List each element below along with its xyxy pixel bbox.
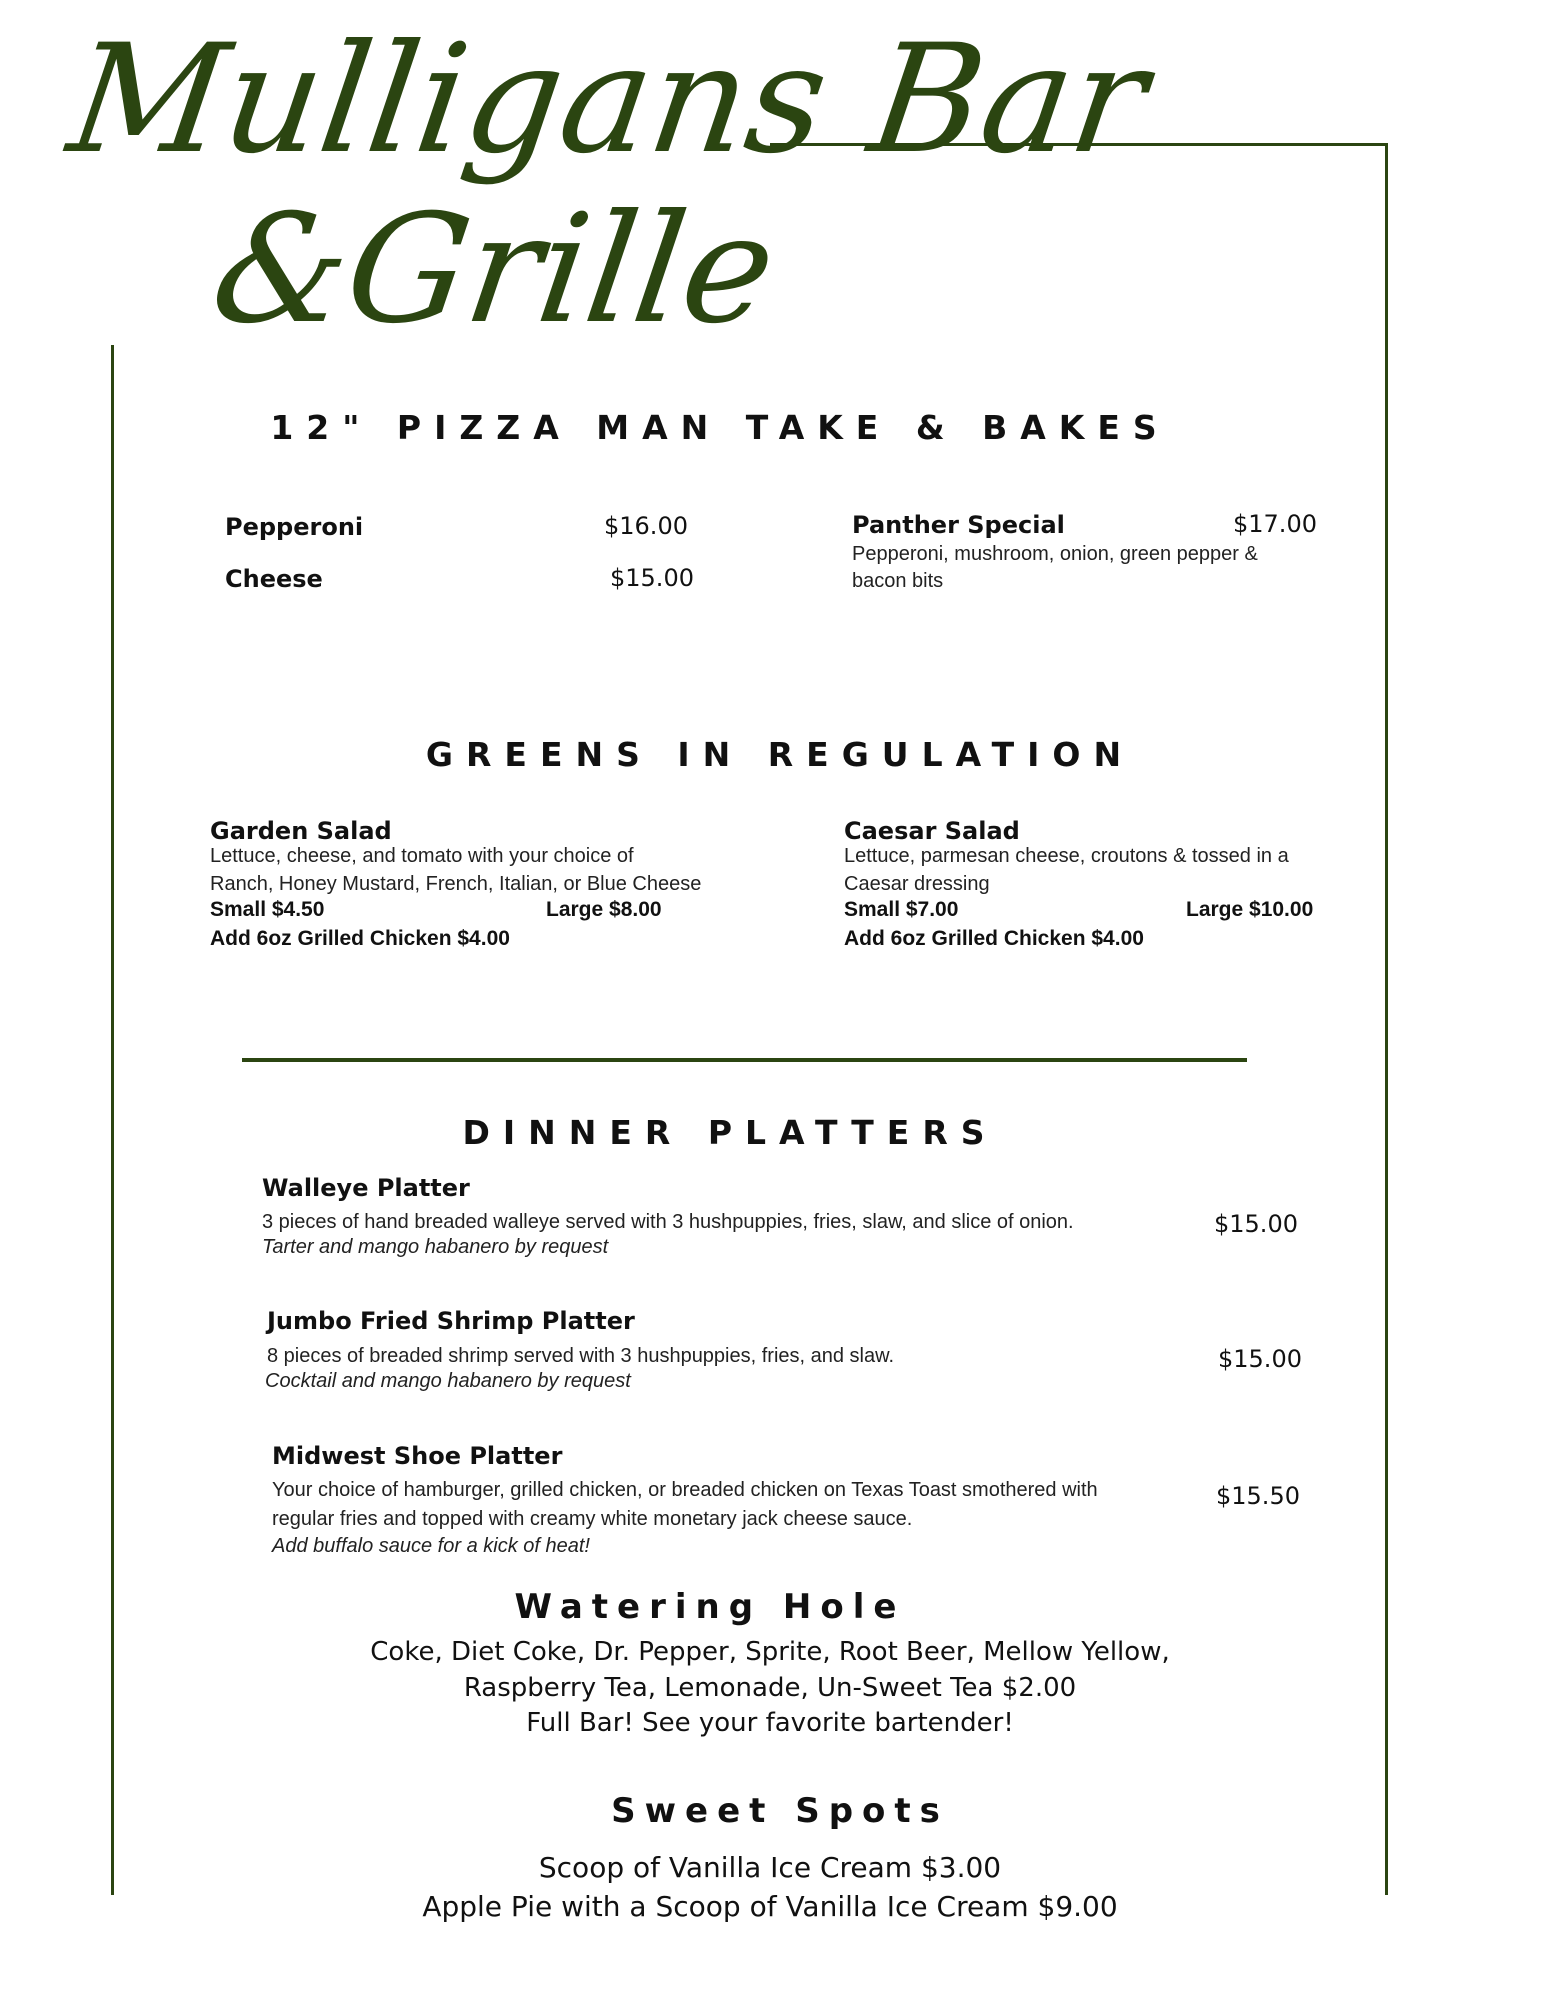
caesar-salad-addon: Add 6oz Grilled Chicken $4.00 <box>844 927 1144 950</box>
dessert-line-1: Scoop of Vanilla Ice Cream $3.00 <box>538 1851 1002 1884</box>
desserts-section-title: Sweet Spots <box>611 1791 949 1831</box>
pizza-special-desc-line1: Pepperoni, mushroom, onion, green pepper & <box>852 543 1258 565</box>
logo-line-1: Mulligans Bar <box>59 13 1157 187</box>
pizza-item-price: $15.00 <box>610 564 694 592</box>
frame-left-line <box>111 345 114 1895</box>
section-divider <box>242 1058 1247 1062</box>
platter-name: Midwest Shoe Platter <box>272 1442 563 1470</box>
pizza-special-price: $17.00 <box>1233 510 1317 538</box>
platter-desc: 3 pieces of hand breaded walleye served with 3 hushpuppies, fries, slaw, and slice of onion. <box>262 1211 1074 1233</box>
garden-salad-addon: Add 6oz Grilled Chicken $4.00 <box>210 927 510 950</box>
caesar-salad-small-price: Small $7.00 <box>844 898 959 921</box>
drinks-line-1: Coke, Diet Coke, Dr. Pepper, Sprite, Root Beer, Mellow Yellow, <box>370 1637 1170 1667</box>
platter-note: Cocktail and mango habanero by request <box>265 1370 631 1392</box>
platters-section-title: DINNER PLATTERS <box>462 1113 998 1152</box>
pizza-item-name: Pepperoni <box>225 513 364 541</box>
caesar-salad-large-price: Large $10.00 <box>1186 898 1314 921</box>
platter-price: $15.00 <box>1214 1210 1298 1238</box>
platter-price: $15.00 <box>1218 1345 1302 1373</box>
caesar-salad-desc-line2: Caesar dressing <box>844 873 990 895</box>
garden-salad-small-price: Small $4.50 <box>210 898 325 921</box>
platter-desc: 8 pieces of breaded shrimp served with 3 hushpuppies, fries, and slaw. <box>267 1345 895 1367</box>
pizza-section-title: 12" PIZZA MAN TAKE & BAKES <box>270 408 1170 447</box>
garden-salad-desc-line1: Lettuce, cheese, and tomato with your choice of <box>210 845 634 867</box>
pizza-special-desc-line2: bacon bits <box>852 570 944 592</box>
pizza-item-price: $16.00 <box>604 512 688 540</box>
caesar-salad-desc-line1: Lettuce, parmesan cheese, croutons & tossed in a <box>844 845 1289 867</box>
garden-salad-large-price: Large $8.00 <box>546 898 662 921</box>
frame-right-line <box>1385 143 1388 1895</box>
platter-note: Add buffalo sauce for a kick of heat! <box>272 1535 590 1557</box>
drinks-line-3: Full Bar! See your favorite bartender! <box>526 1708 1014 1738</box>
drinks-section-title: Watering Hole <box>514 1587 906 1627</box>
greens-section-title: GREENS IN REGULATION <box>425 735 1135 774</box>
dessert-line-2: Apple Pie with a Scoop of Vanilla Ice Cream $9.00 <box>422 1890 1118 1923</box>
garden-salad-desc-line2: Ranch, Honey Mustard, French, Italian, or Blue Cheese <box>210 873 702 895</box>
pizza-special-name: Panther Special <box>852 511 1065 539</box>
platter-name: Jumbo Fried Shrimp Platter <box>267 1307 635 1335</box>
platter-desc-line2: regular fries and topped with creamy white monetary jack cheese sauce. <box>272 1508 913 1530</box>
platter-desc: Your choice of hamburger, grilled chicken, or breaded chicken on Texas Toast smothered with <box>272 1479 1098 1501</box>
drinks-line-2: Raspberry Tea, Lemonade, Un-Sweet Tea $2.00 <box>463 1673 1077 1703</box>
platter-name: Walleye Platter <box>262 1174 470 1202</box>
platter-note: Tarter and mango habanero by request <box>262 1236 609 1258</box>
garden-salad-name: Garden Salad <box>210 817 392 845</box>
platter-price: $15.50 <box>1216 1482 1300 1510</box>
logo-line-2: &Grille <box>202 183 785 357</box>
caesar-salad-name: Caesar Salad <box>844 817 1020 845</box>
pizza-item-name: Cheese <box>225 565 323 593</box>
